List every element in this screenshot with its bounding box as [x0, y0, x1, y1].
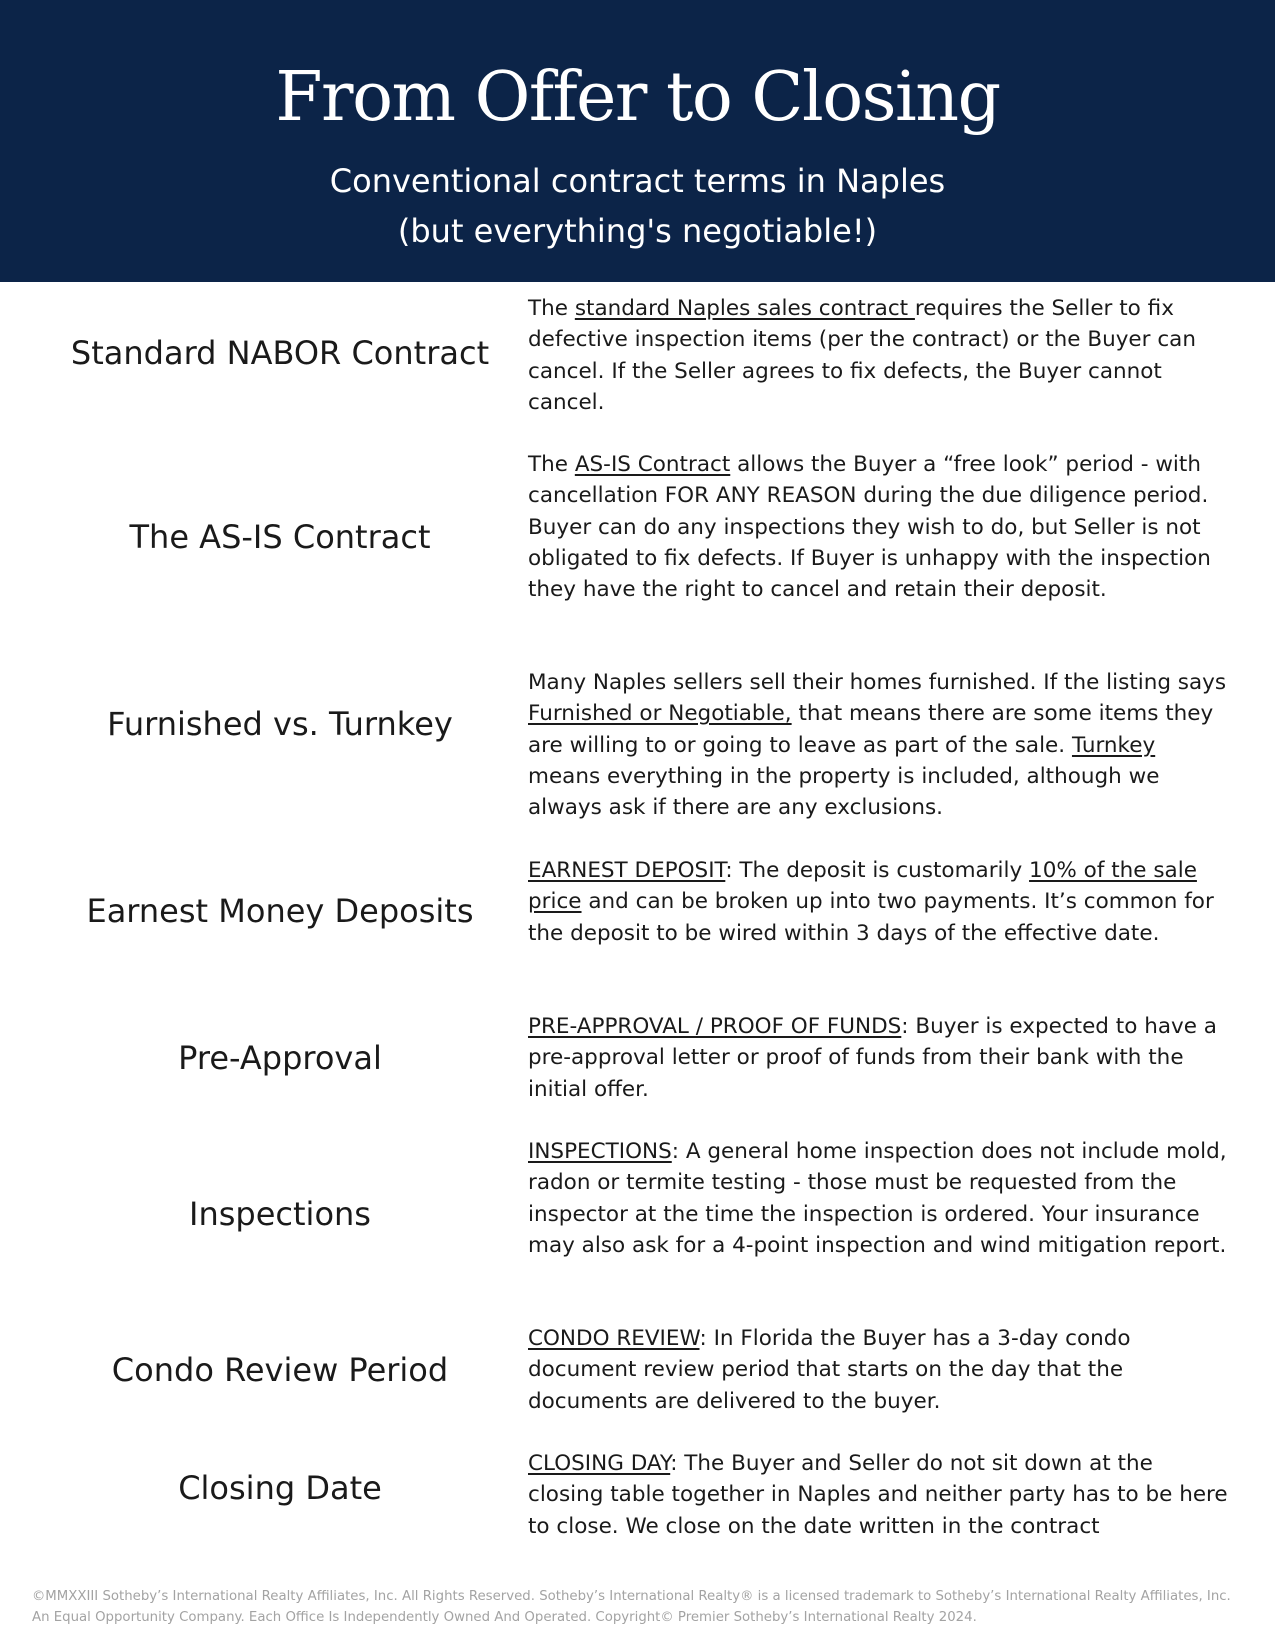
desc-underlined-text: standard Naples sales contract [574, 296, 915, 321]
term-description [528, 1011, 1228, 1105]
term-description [528, 293, 1228, 418]
term-label: Condo Review Period [111, 1351, 449, 1389]
term-description [528, 667, 1228, 823]
term-label: Pre-Approval [178, 1039, 382, 1077]
desc-text: allows the Buyer a “free look” period - with cancellation FOR ANY REASON during the due diligence period. Buyer can do any inspections they wish to do, but Seller is not obligated to fix defects. If Buyer is unhappy with the inspection they have the right to cancel and retain their deposit. [528, 452, 1211, 603]
desc-underlined-text: 10% of the sale price [528, 858, 1197, 915]
desc-underlined-text: Furnished or Negotiable, [528, 701, 792, 727]
term-label: The AS-IS Contract [129, 518, 431, 556]
term-label: Standard NABOR Contract [70, 334, 490, 372]
desc-text: : The deposit is customarily [725, 858, 1030, 883]
desc-underlined-text: CONDO REVIEW [528, 1326, 700, 1351]
page-title: From Offer to Closing [275, 58, 1000, 137]
term-description [528, 1323, 1228, 1417]
term-label: Closing Date [178, 1469, 382, 1507]
desc-text: means everything in the property is included, although we always ask if there are any exclusions. [528, 763, 1160, 821]
desc-underlined-text: AS-IS Contract [574, 452, 731, 477]
desc-text: requires the Seller to fix defective inspection items (per the contract) or the Buyer can cancel. If the Seller agrees to fix defects, the Buyer cannot cancel. [528, 296, 1196, 415]
desc-text: The [528, 296, 575, 321]
term-label: Inspections [189, 1195, 371, 1233]
subtitle-line-2: (but everything's negotiable!) [397, 212, 878, 250]
subtitle-line-1: Conventional contract terms in Naples [329, 162, 946, 200]
header-banner [0, 0, 1275, 282]
desc-text: that means there are some items they are willing to or going to leave as part of the sale. [528, 701, 1214, 758]
term-description [528, 855, 1228, 949]
desc-text: Many Naples sellers sell their homes furnished. If the listing says [528, 670, 1227, 695]
desc-underlined-text: INSPECTIONS [528, 1139, 672, 1164]
desc-text: The [528, 452, 575, 477]
desc-text: : Buyer is expected to have a pre-approval letter or proof of funds from their bank with the initial offer. [528, 1014, 1217, 1102]
term-label: Furnished vs. Turnkey [107, 705, 453, 743]
page-subtitle [0, 156, 1275, 256]
desc-underlined-text: EARNEST DEPOSIT [528, 858, 726, 883]
desc-underlined-text: Turnkey [1071, 732, 1156, 758]
desc-text: : A general home inspection does not include mold, radon or termite testing - those must be requested from the inspector at the time the inspection is ordered. Your insurance may also ask for a 4-point inspection and wind mitigation report. [528, 1139, 1227, 1258]
term-label: Earnest Money Deposits [86, 892, 474, 930]
desc-text: : The Buyer and Seller do not sit down at the closing table together in Naples and neither party has to be here to close. We close on the date written in the contract [528, 1451, 1228, 1539]
term-description [528, 1448, 1228, 1542]
term-description [528, 449, 1228, 605]
term-description [528, 1136, 1228, 1261]
desc-text: and can be broken up into two payments. It’s common for the deposit to be wired within 3 days of the effective date. [528, 889, 1214, 946]
desc-text: : In Florida the Buyer has a 3-day condo document review period that starts on the day that the documents are delivered to the buyer. [528, 1326, 1131, 1414]
footer-copyright: ©MMXXIII Sotheby’s International Realty Affiliates, Inc. All Rights Reserved. Sotheby’s International Realty® is a licensed trademark to Sotheby’s International Realty Affiliates, Inc. An Equal Opportunity Company. Each Office Is Independently Owned And Operated. Copyright© Premier Sotheby’s International Realty 2024. [32, 1589, 1231, 1625]
desc-underlined-text: CLOSING DAY [528, 1451, 671, 1476]
desc-underlined-text: PRE-APPROVAL / PROOF OF FUNDS [528, 1014, 902, 1039]
